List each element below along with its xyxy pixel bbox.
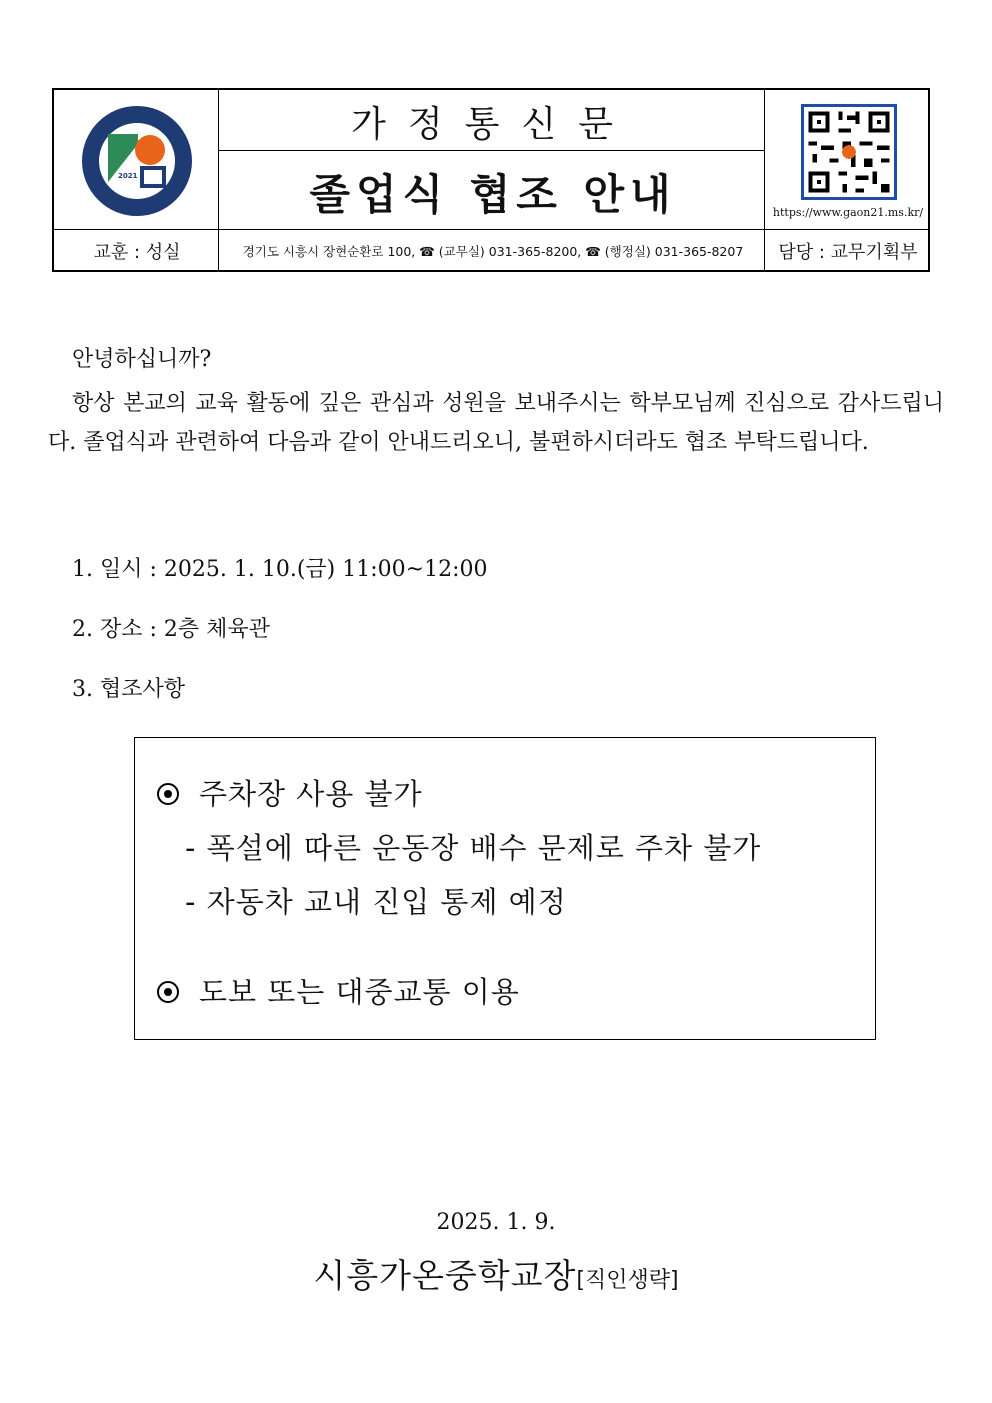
item-cooperation: 3. 협조사항 [72, 677, 185, 702]
qr-cell [766, 90, 930, 231]
qr-code-icon[interactable] [801, 104, 897, 200]
svg-text:2021: 2021 [118, 171, 138, 180]
page-title: 졸업식 협조 안내 [309, 169, 677, 219]
signature [0, 1250, 992, 1297]
item-date: 1. 일시 : 2025. 1. 10.(금) 11:00~12:00 [72, 557, 488, 582]
notice-point-parking: 주차장 사용 불가 [157, 772, 423, 813]
notice-sub-entry: - 자동차 교내 진입 통제 예정 [185, 885, 567, 919]
notice-point-transit: 도보 또는 대중교통 이용 [157, 970, 520, 1011]
newsletter-label: 가정통신문 [351, 103, 635, 145]
bullet-icon [157, 783, 179, 805]
intro-paragraph: 항상 본교의 교육 활동에 깊은 관심과 성원을 보내주시는 학부모님께 진심으로 감사드립니다. 졸업식과 관련하여 다음과 같이 안내드리오니, 불편하시더라도 협조 부탁드립니다. [48, 391, 944, 455]
issue-date: 2025. 1. 9. [436, 1210, 556, 1235]
signer-name: 시흥가온중학교장 [313, 1256, 577, 1295]
item-location: 2. 장소 : 2층 체육관 [72, 617, 270, 642]
notice-box [134, 737, 876, 1040]
header-table [52, 88, 930, 272]
school-url[interactable]: https://www.gaon21.ms.kr/ [772, 206, 924, 219]
greeting: 안녕하십니까? [72, 347, 212, 372]
bullet-icon [157, 981, 179, 1003]
school-address: 경기도 시흥시 장현순환로 100, ☎ (교무실) 031-365-8200, ☎ (행정실) 031-365-8207 [242, 243, 744, 259]
seal-note: [직인생략] [576, 1268, 679, 1293]
department: 담당 : 교무기획부 [778, 241, 918, 263]
school-logo [54, 90, 220, 231]
school-motto: 교훈 : 성실 [93, 241, 181, 263]
notice-sub-drainage: - 폭설에 따른 운동장 배수 문제로 주차 불가 [185, 831, 762, 865]
